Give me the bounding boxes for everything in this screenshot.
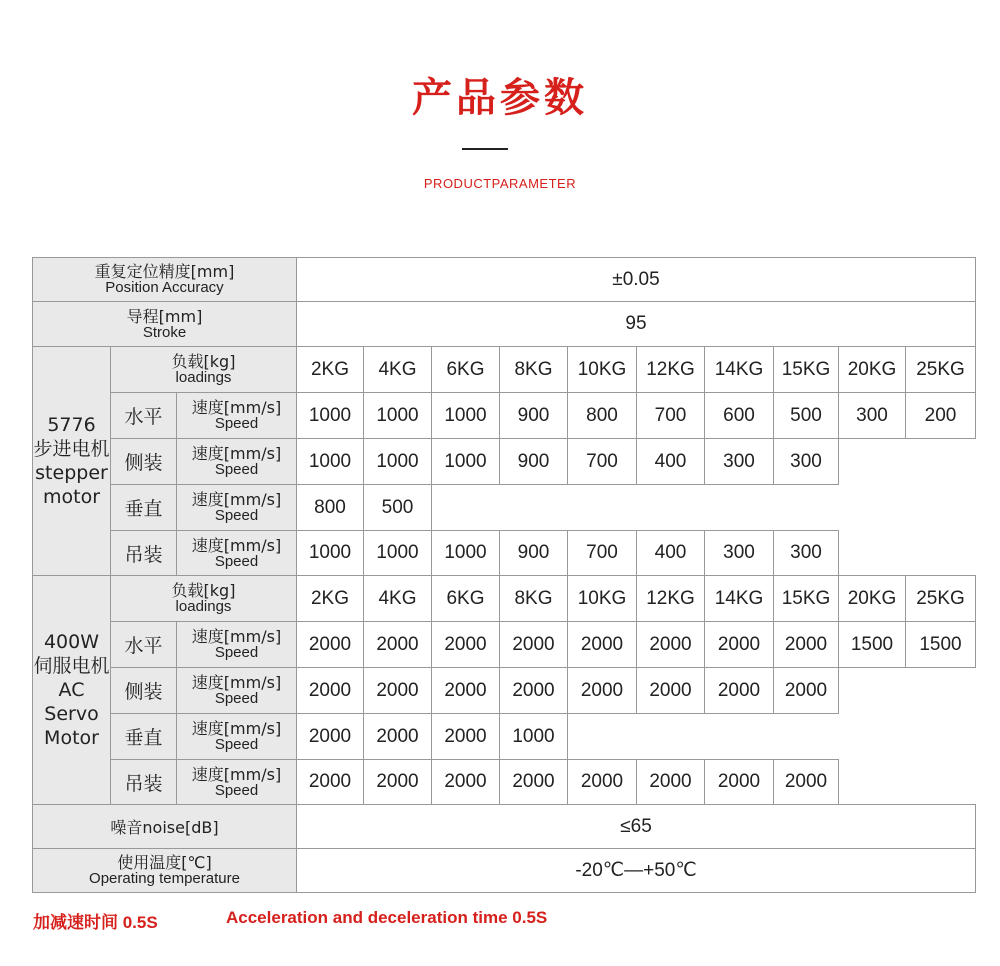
speed-value-cell: 800 (568, 393, 637, 439)
empty-cell (906, 760, 976, 805)
loading-cell: 20KG (839, 576, 906, 622)
speed-value-cell: 2000 (364, 622, 432, 668)
speed-value-cell: 2000 (568, 760, 637, 805)
table-row (33, 849, 976, 893)
mount-orientation-label: 水平 (111, 393, 177, 439)
speed-label (177, 531, 297, 576)
empty-cell (839, 439, 906, 485)
empty-cell (774, 714, 839, 760)
speed-label (177, 668, 297, 714)
table-row (33, 439, 976, 485)
speed-label-en: Speed (214, 552, 259, 570)
speed-value-cell: 2000 (705, 760, 774, 805)
title-divider (462, 148, 508, 150)
empty-cell (637, 714, 705, 760)
speed-label-en: Speed (214, 507, 259, 524)
speed-value-cell: 2000 (637, 622, 705, 668)
speed-value-cell: 700 (568, 439, 637, 485)
empty-cell (906, 531, 976, 576)
speed-label-cn: 速度[mm/s] (191, 627, 282, 646)
speed-value-cell: 200 (906, 393, 976, 439)
speed-label-en: Speed (214, 461, 259, 478)
speed-value-cell: 300 (774, 439, 839, 485)
table-row (33, 576, 976, 622)
speed-label-cn: 速度[mm/s] (191, 398, 282, 417)
speed-value-cell: 2000 (432, 668, 500, 714)
speed-label (177, 760, 297, 805)
speed-label-en: Speed (214, 736, 259, 753)
empty-cell (906, 714, 976, 760)
speed-value-cell: 1000 (432, 531, 500, 576)
speed-label-en: Speed (214, 415, 259, 432)
loading-cell: 12KG (637, 347, 705, 393)
loading-cell: 2KG (297, 576, 364, 622)
table-row (33, 302, 976, 347)
empty-cell (906, 668, 976, 714)
motor-type-line: 步进电机 (33, 438, 110, 460)
speed-value-cell: 1000 (432, 393, 500, 439)
table-row (33, 805, 976, 849)
noise-value: ≤65 (297, 805, 976, 849)
loading-cell: 6KG (432, 347, 500, 393)
loading-cell: 14KG (705, 576, 774, 622)
table-row (33, 258, 976, 302)
stroke-label-cn: 导程[mm] (126, 306, 203, 326)
mount-orientation-label: 侧装 (111, 668, 177, 714)
accuracy-value: ±0.05 (297, 258, 976, 302)
speed-value-cell: 2000 (297, 714, 364, 760)
parameter-table-body (33, 258, 976, 893)
loadings-label-cn: 负载[kg] (171, 352, 236, 371)
empty-cell (906, 485, 976, 531)
speed-value-cell: 2000 (297, 668, 364, 714)
loadings-label-en: loadings (175, 598, 232, 615)
table-row (33, 485, 976, 531)
speed-value-cell: 400 (637, 439, 705, 485)
speed-value-cell: 2000 (364, 760, 432, 805)
table-row (33, 714, 976, 760)
page-title: 产品参数 (412, 75, 588, 121)
speed-value-cell: 2000 (297, 760, 364, 805)
temperature-label-cn: 使用温度[℃] (117, 853, 212, 872)
speed-label (177, 622, 297, 668)
motor-type-line: 400W (43, 631, 100, 653)
empty-cell (906, 439, 976, 485)
accuracy-label-en: Position Accuracy (105, 279, 224, 296)
loadings-label-en: loadings (175, 369, 232, 386)
loading-cell: 12KG (637, 576, 705, 622)
mount-orientation-label: 吊装 (111, 531, 177, 576)
empty-cell (705, 485, 774, 531)
speed-value-cell: 2000 (364, 668, 432, 714)
speed-value-cell: 500 (364, 485, 432, 531)
speed-value-cell: 700 (568, 531, 637, 576)
empty-cell (839, 531, 906, 576)
speed-value-cell: 2000 (637, 668, 705, 714)
stroke-label (33, 302, 297, 347)
empty-cell (637, 485, 705, 531)
speed-label-en: Speed (214, 690, 259, 707)
motor-type-line: stepper (35, 462, 108, 484)
table-row (33, 622, 976, 668)
speed-value-cell: 1000 (297, 393, 364, 439)
loading-cell: 15KG (774, 576, 839, 622)
speed-value-cell: 2000 (500, 760, 568, 805)
speed-label (177, 393, 297, 439)
motor-type-line: 伺服电机 (33, 655, 110, 677)
speed-value-cell: 2000 (637, 760, 705, 805)
loading-cell: 4KG (364, 576, 432, 622)
table-row (33, 347, 976, 393)
speed-value-cell: 1000 (364, 393, 432, 439)
accel-time-cn: 加减速时间 0.5S (33, 913, 158, 932)
speed-value-cell: 400 (637, 531, 705, 576)
speed-value-cell: 300 (705, 439, 774, 485)
speed-value-cell: 300 (705, 531, 774, 576)
speed-value-cell: 2000 (500, 668, 568, 714)
speed-value-cell: 2000 (774, 760, 839, 805)
speed-label (177, 439, 297, 485)
speed-value-cell: 900 (500, 531, 568, 576)
speed-label-cn: 速度[mm/s] (191, 444, 282, 463)
speed-label-cn: 速度[mm/s] (191, 719, 282, 738)
speed-value-cell: 1500 (839, 622, 906, 668)
speed-value-cell: 700 (637, 393, 705, 439)
speed-value-cell: 1000 (297, 439, 364, 485)
motor-type-line: AC (58, 679, 85, 701)
mount-orientation-label: 吊装 (111, 760, 177, 805)
speed-value-cell: 2000 (705, 622, 774, 668)
speed-value-cell: 900 (500, 393, 568, 439)
page-subtitle: PRODUCTPARAMETER (423, 176, 577, 191)
noise-label: 噪音noise[dB] (33, 805, 297, 849)
speed-value-cell: 2000 (432, 622, 500, 668)
loading-cell: 15KG (774, 347, 839, 393)
speed-value-cell: 600 (705, 393, 774, 439)
loading-cell: 10KG (568, 347, 637, 393)
loadings-label (111, 576, 297, 622)
motor-type-label (33, 347, 111, 576)
speed-value-cell: 2000 (774, 668, 839, 714)
mount-orientation-label: 侧装 (111, 439, 177, 485)
speed-value-cell: 1000 (500, 714, 568, 760)
motor-type-label (33, 576, 111, 805)
speed-value-cell: 800 (297, 485, 364, 531)
motor-type-line: Servo (44, 703, 99, 725)
empty-cell (839, 760, 906, 805)
motor-type-line: motor (42, 486, 101, 508)
speed-value-cell: 2000 (568, 668, 637, 714)
empty-cell (432, 485, 500, 531)
stroke-value: 95 (297, 302, 976, 347)
speed-label (177, 485, 297, 531)
mount-orientation-label: 垂直 (111, 485, 177, 531)
loading-cell: 10KG (568, 576, 637, 622)
loading-cell: 25KG (906, 576, 976, 622)
empty-cell (839, 485, 906, 531)
speed-value-cell: 1500 (906, 622, 976, 668)
speed-value-cell: 300 (774, 531, 839, 576)
loading-cell: 14KG (705, 347, 774, 393)
parameter-table (32, 257, 976, 893)
motor-type-line: 5776 (47, 414, 96, 436)
empty-cell (568, 485, 637, 531)
speed-value-cell: 500 (774, 393, 839, 439)
loading-cell: 25KG (906, 347, 976, 393)
loading-cell: 2KG (297, 347, 364, 393)
speed-value-cell: 900 (500, 439, 568, 485)
loading-cell: 8KG (500, 347, 568, 393)
motor-type-line: Motor (44, 727, 99, 749)
empty-cell (568, 714, 637, 760)
loading-cell: 20KG (839, 347, 906, 393)
empty-cell (500, 485, 568, 531)
temperature-value: -20℃—+50℃ (297, 849, 976, 893)
speed-value-cell: 1000 (432, 439, 500, 485)
accuracy-label (33, 258, 297, 302)
speed-value-cell: 2000 (297, 622, 364, 668)
speed-label-en: Speed (214, 644, 259, 661)
loadings-label-cn: 负载[kg] (171, 581, 236, 600)
table-row (33, 393, 976, 439)
empty-cell (705, 714, 774, 760)
table-row (33, 668, 976, 714)
mount-orientation-label: 水平 (111, 622, 177, 668)
accel-time-en: Acceleration and deceleration time 0.5S (226, 908, 548, 927)
speed-value-cell: 2000 (568, 622, 637, 668)
mount-orientation-label: 垂直 (111, 714, 177, 760)
temperature-label (33, 849, 297, 893)
speed-value-cell: 1000 (364, 531, 432, 576)
loadings-label (111, 347, 297, 393)
speed-label-cn: 速度[mm/s] (191, 673, 282, 692)
empty-cell (839, 668, 906, 714)
empty-cell (839, 714, 906, 760)
speed-value-cell: 2000 (432, 760, 500, 805)
speed-value-cell: 2000 (774, 622, 839, 668)
loading-cell: 6KG (432, 576, 500, 622)
speed-value-cell: 2000 (705, 668, 774, 714)
speed-value-cell: 2000 (364, 714, 432, 760)
accuracy-label-cn: 重复定位精度[mm] (94, 262, 235, 281)
speed-label-cn: 速度[mm/s] (191, 490, 282, 509)
loading-cell: 4KG (364, 347, 432, 393)
speed-label (177, 714, 297, 760)
stroke-label-en: Stroke (142, 323, 187, 341)
speed-label-en: Speed (214, 781, 259, 799)
speed-value-cell: 1000 (364, 439, 432, 485)
speed-value-cell: 300 (839, 393, 906, 439)
speed-value-cell: 2000 (432, 714, 500, 760)
table-row (33, 760, 976, 805)
temperature-label-en: Operating temperature (89, 870, 240, 887)
speed-value-cell: 2000 (500, 622, 568, 668)
speed-value-cell: 1000 (297, 531, 364, 576)
speed-label-cn: 速度[mm/s] (191, 764, 282, 784)
speed-label-cn: 速度[mm/s] (191, 535, 282, 555)
loading-cell: 8KG (500, 576, 568, 622)
empty-cell (774, 485, 839, 531)
table-row (33, 531, 976, 576)
